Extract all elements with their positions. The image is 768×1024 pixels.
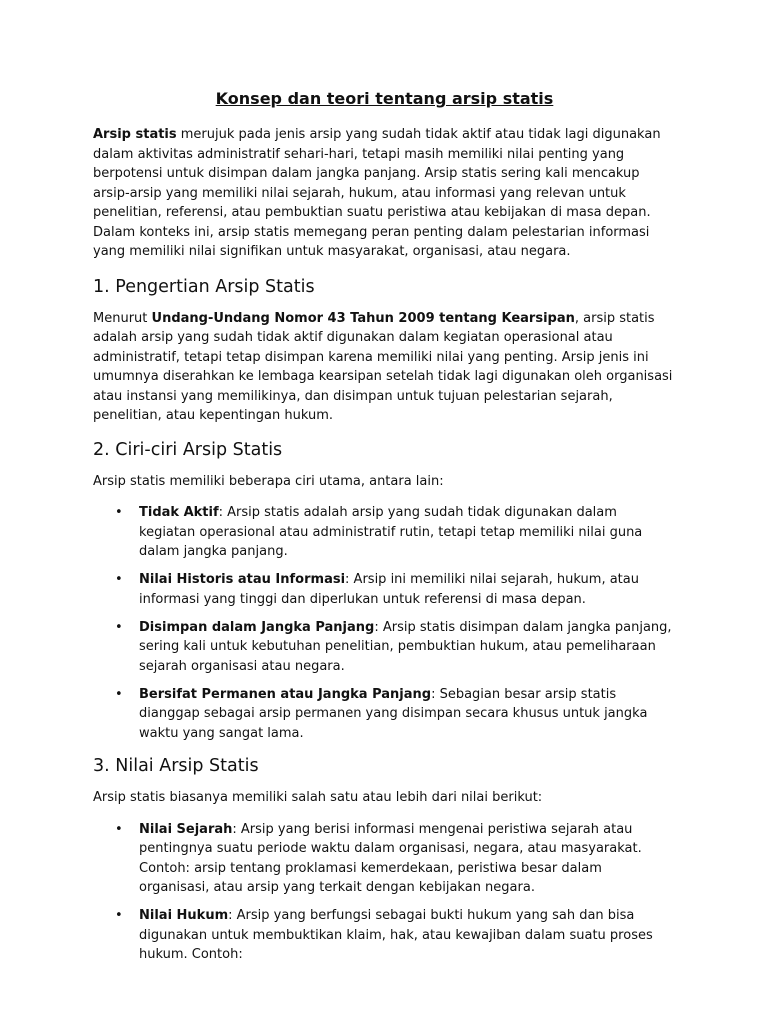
list-item-text: : Arsip ini memiliki nilai sejarah, hukum, atau informasi yang tinggi dan diperlukan untuk referensi di masa depan.: [139, 572, 639, 607]
section-lead-ciri: Arsip statis memiliki beberapa ciri utama, antara lain:: [93, 473, 444, 489]
list-item-text: : Arsip yang berfungsi sebagai bukti hukum yang sah dan bisa digunakan untuk membuktikan klaim, hak, atau kewajiban dalam suatu proses hukum. Contoh:: [139, 908, 653, 962]
section-heading-ciri: 2. Ciri-ciri Arsip Statis: [93, 439, 283, 460]
list-item: [115, 820, 676, 898]
bullet-icon: •: [115, 572, 123, 587]
intro-text: merujuk pada jenis arsip yang sudah tidak aktif atau tidak lagi digunakan dalam aktivitas administratif sehari-hari, tetapi masih memiliki nilai penting yang berpotensi untuk disimpan dalam jangka panjang. Arsip statis sering kali mencakup arsip-arsip yang memiliki nilai sejarah, hukum, atau informasi yang relevan untuk penelitian, referensi, atau pembuktian suatu peristiwa atau kebijakan di masa depan. Dalam konteks ini, arsip statis memegang peran penting dalam pelestarian informasi yang memiliki nilai signifikan untuk masyarakat, organisasi, atau negara.: [93, 127, 661, 259]
list-item: [115, 618, 676, 677]
bullet-icon: •: [115, 619, 123, 635]
nilai-list: [93, 820, 676, 965]
section-paragraph-pengertian: [93, 309, 676, 426]
list-item-text: : Arsip yang berisi informasi mengenai peristiwa sejarah atau pentingnya suatu periode waktu dalam organisasi, negara, atau masyarakat. Contoh: arsip tentang proklamasi kemerdekaan, peristiwa besar dalam organisasi, atau arsip yang terkait dengan kebijakan negara.: [139, 821, 642, 895]
list-item: [115, 906, 676, 965]
list-item-term: Nilai Sejarah: [139, 821, 233, 837]
list-item-text: : Sebagian besar arsip statis dianggap sebagai arsip permanen yang disimpan secara khusus untuk jangka waktu yang sangat lama.: [139, 686, 648, 741]
page-title: Konsep dan teori tentang arsip statis: [215, 89, 554, 108]
section1-pre: Menurut: [93, 310, 152, 326]
bullet-icon: •: [115, 908, 123, 923]
bullet-icon: •: [115, 821, 123, 837]
intro-paragraph: [93, 125, 676, 262]
list-item-term: Nilai Hukum: [139, 908, 229, 923]
list-item-term: Bersifat Permanen atau Jangka Panjang: [139, 686, 432, 702]
list-item: [115, 570, 676, 609]
section-heading-nilai: 3. Nilai Arsip Statis: [93, 756, 259, 776]
intro-term: Arsip statis: [93, 127, 177, 142]
list-item-term: Nilai Historis atau Informasi: [139, 572, 346, 587]
bullet-icon: •: [115, 505, 123, 520]
law-reference: Undang-Undang Nomor 43 Tahun 2009 tentang Kearsipan: [151, 310, 575, 326]
list-item: [115, 685, 676, 744]
section1-text: , arsip statis adalah arsip yang sudah tidak aktif digunakan dalam kegiatan operasional atau administratif, tetapi tetap disimpan karena memiliki nilai yang penting. Arsip jenis ini umumnya diserahkan ke lembaga kearsipan setelah tidak lagi digunakan oleh organisasi atau instansi yang memilikinya, dan disimpan untuk tujuan pelestarian sejarah, penelitian, atau kepentingan hukum.: [93, 310, 673, 423]
list-item-text: : Arsip statis disimpan dalam jangka panjang, sering kali untuk kebutuhan penelitian, pembuktian hukum, atau pemeliharaan sejarah organisasi atau negara.: [139, 619, 672, 674]
section-heading-pengertian: 1. Pengertian Arsip Statis: [93, 276, 315, 297]
list-item-term: Disimpan dalam Jangka Panjang: [139, 619, 375, 635]
ciri-list: [93, 503, 676, 743]
bullet-icon: •: [115, 686, 123, 702]
list-item-term: Tidak Aktif: [139, 505, 219, 520]
list-item-text: : Arsip statis adalah arsip yang sudah tidak digunakan dalam kegiatan operasional atau administratif rutin, tetapi tetap memiliki nilai guna dalam jangka panjang.: [139, 505, 643, 559]
list-item: [115, 503, 676, 562]
section-lead-nilai: Arsip statis biasanya memiliki salah satu atau lebih dari nilai berikut:: [93, 790, 543, 805]
